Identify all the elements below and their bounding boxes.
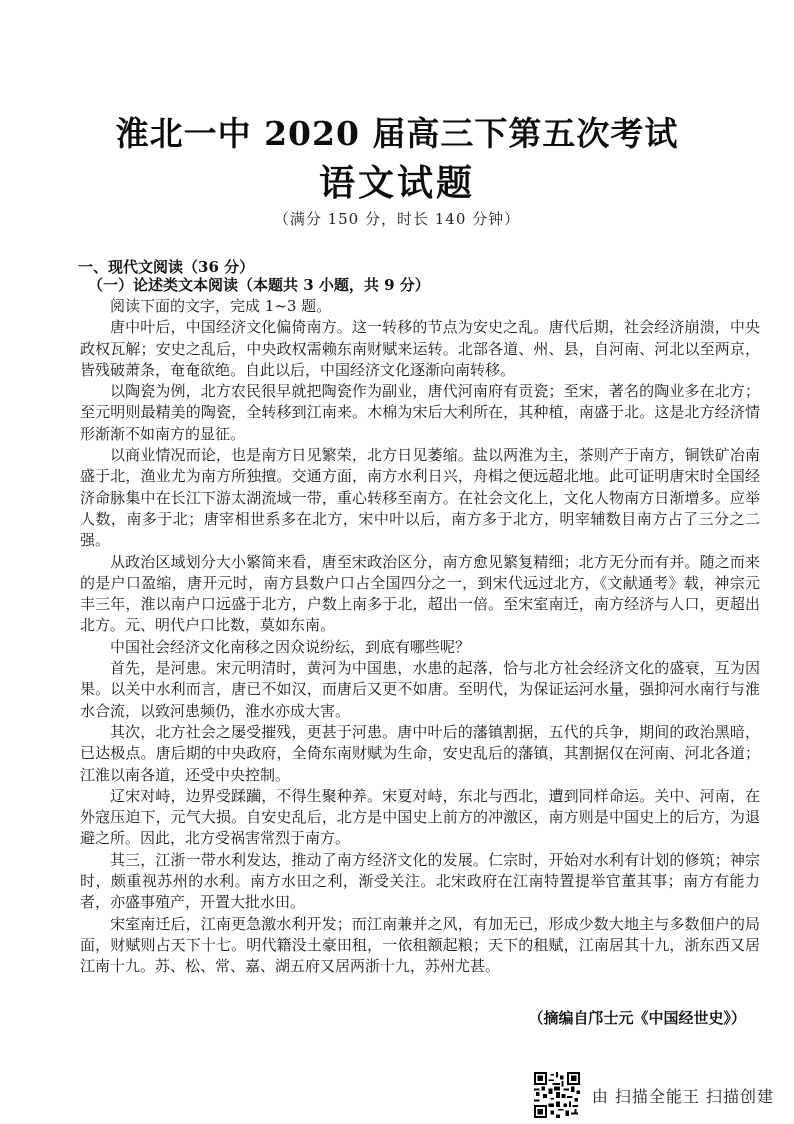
- source-citation: （摘编自邝士元《中国经世史》）: [528, 1009, 746, 1027]
- passage-paragraph: 宋室南迁后，江南更急激水利开发；而江南兼并之风，有加无已，形成少数大地主与多数佃户的局面，财赋则占天下十七。明代籍没土豪田租，一依租额起粮；天下的租赋，江南居其十九，浙东西又居江南十九。苏、松、常、嘉、湖五府又居两浙十九，苏州尤甚。: [80, 914, 760, 976]
- passage-paragraph: 辽宋对峙，边界受蹂躏，不得生聚种养。宋夏对峙，东北与西北，遭到同样命运。关中、河南，在外寇压迫下，元气大损。自安史乱后，北方是中国史上前方的冲激区，南方则是中国史上的后方，为退避之所。因此，北方受祸害常烈于南方。: [80, 786, 760, 848]
- section-heading: 一、现代文阅读（36 分）: [78, 258, 255, 276]
- qr-code-icon: [534, 1072, 580, 1118]
- section-subheading: （一）论述类文本阅读（本题共 3 小题，共 9 分）: [88, 276, 430, 294]
- passage-paragraph: 其三，江浙一带水利发达，推动了南方经济文化的发展。仁宗时，开始对水利有计划的修筑；神宗时，颇重视苏州的水利。南方水田之利，渐受关注。北宋政府在江南特置提举官董其事；南方有能力者，亦盛事殖产，开置大批水田。: [80, 850, 760, 912]
- exam-subtitle: 语文试题: [318, 162, 475, 204]
- scanner-watermark: [534, 1072, 774, 1118]
- passage-paragraph: 唐中叶后，中国经济文化偏倚南方。这一转移的节点为安史之乱。唐代后期，社会经济崩溃，中央政权瓦解；安史之乱后，中央政权需赖东南财赋来运转。北部各道、州、县，自河南、河北以至两京，皆残破萧条，奄奄欲绝。自此以后，中国经济文化逐渐向南转移。: [80, 318, 760, 379]
- passage-paragraph: 首先，是河患。宋元明清时，黄河为中国患，水患的起落，恰与北方社会经济文化的盛衰，互为因果。以关中水利而言，唐已不如汉，而唐后又更不如唐。至明代，为保证运河水量，强抑河水南行与淮水合流，以致河患频仍，淮水亦成大害。: [80, 659, 760, 720]
- exam-note: （满分 150 分，时长 140 分钟）: [273, 210, 521, 228]
- scanner-label: 由 扫描全能王 扫描创建: [591, 1086, 774, 1106]
- passage-paragraph: 从政治区域划分大小繁简来看，唐至宋政治区分，南方愈见繁复精细；北方无分而有并。随之而来的是户口盈缩，唐开元时，南方县数户口占全国四分之一，到宋代远过北方，《文献通考》载，神宗元丰三年，淮以南户口远盛于北方，户数上南多于北，超出一倍。至宋室南迁，南方经济与人口，更超出北方。元、明代户口比数，莫如东南。: [80, 552, 760, 635]
- passage-paragraph: 以陶瓷为例，北方农民很早就把陶瓷作为副业，唐代河南府有贡瓷；至宋，著名的陶业多在北方；至元明则最精美的陶瓷，全转移到江南来。木棉为宋后大利所在，其种植，南盛于北。这是北方经济情形渐渐不如南方的显征。: [80, 382, 760, 443]
- passage-paragraph: 阅读下面的文字，完成 1~3 题。: [110, 297, 332, 315]
- passage-paragraph: 中国社会经济文化南移之因众说纷纭，到底有哪些呢？: [110, 637, 471, 656]
- passage-paragraph: 以商业情况而论，也是南方日见繁荣，北方日见萎缩。盐以两淮为主，茶则产于南方，铜铁矿冶南盛于北，渔业尤为南方所独擅。交通方面，南方水利日兴，舟楫之便远超北地。此可证明唐宋时全国经济命脉集中在长江下游太湖流域一带，重心转移至南方。在社会文化上，文化人物南方日渐增多。应举人数，南多于北；唐宰相世系多在北方，宋中叶以后，南方多于北方，明宰辅数目南方占了三分之二强。: [80, 446, 760, 550]
- passage-paragraph: 其次，北方社会之屡受摧残，更甚于河患。唐中叶后的藩镇割据，五代的兵争，期间的政治黑暗，已达极点。唐后期的中央政府，全倚东南财赋为生命，安史乱后的藩镇，其割据仅在河南、河北各道；江淮以南各道，还受中央控制。: [80, 722, 760, 784]
- reading-passage: [80, 296, 760, 978]
- exam-title: 淮北一中 2020 届高三下第五次考试: [115, 114, 679, 153]
